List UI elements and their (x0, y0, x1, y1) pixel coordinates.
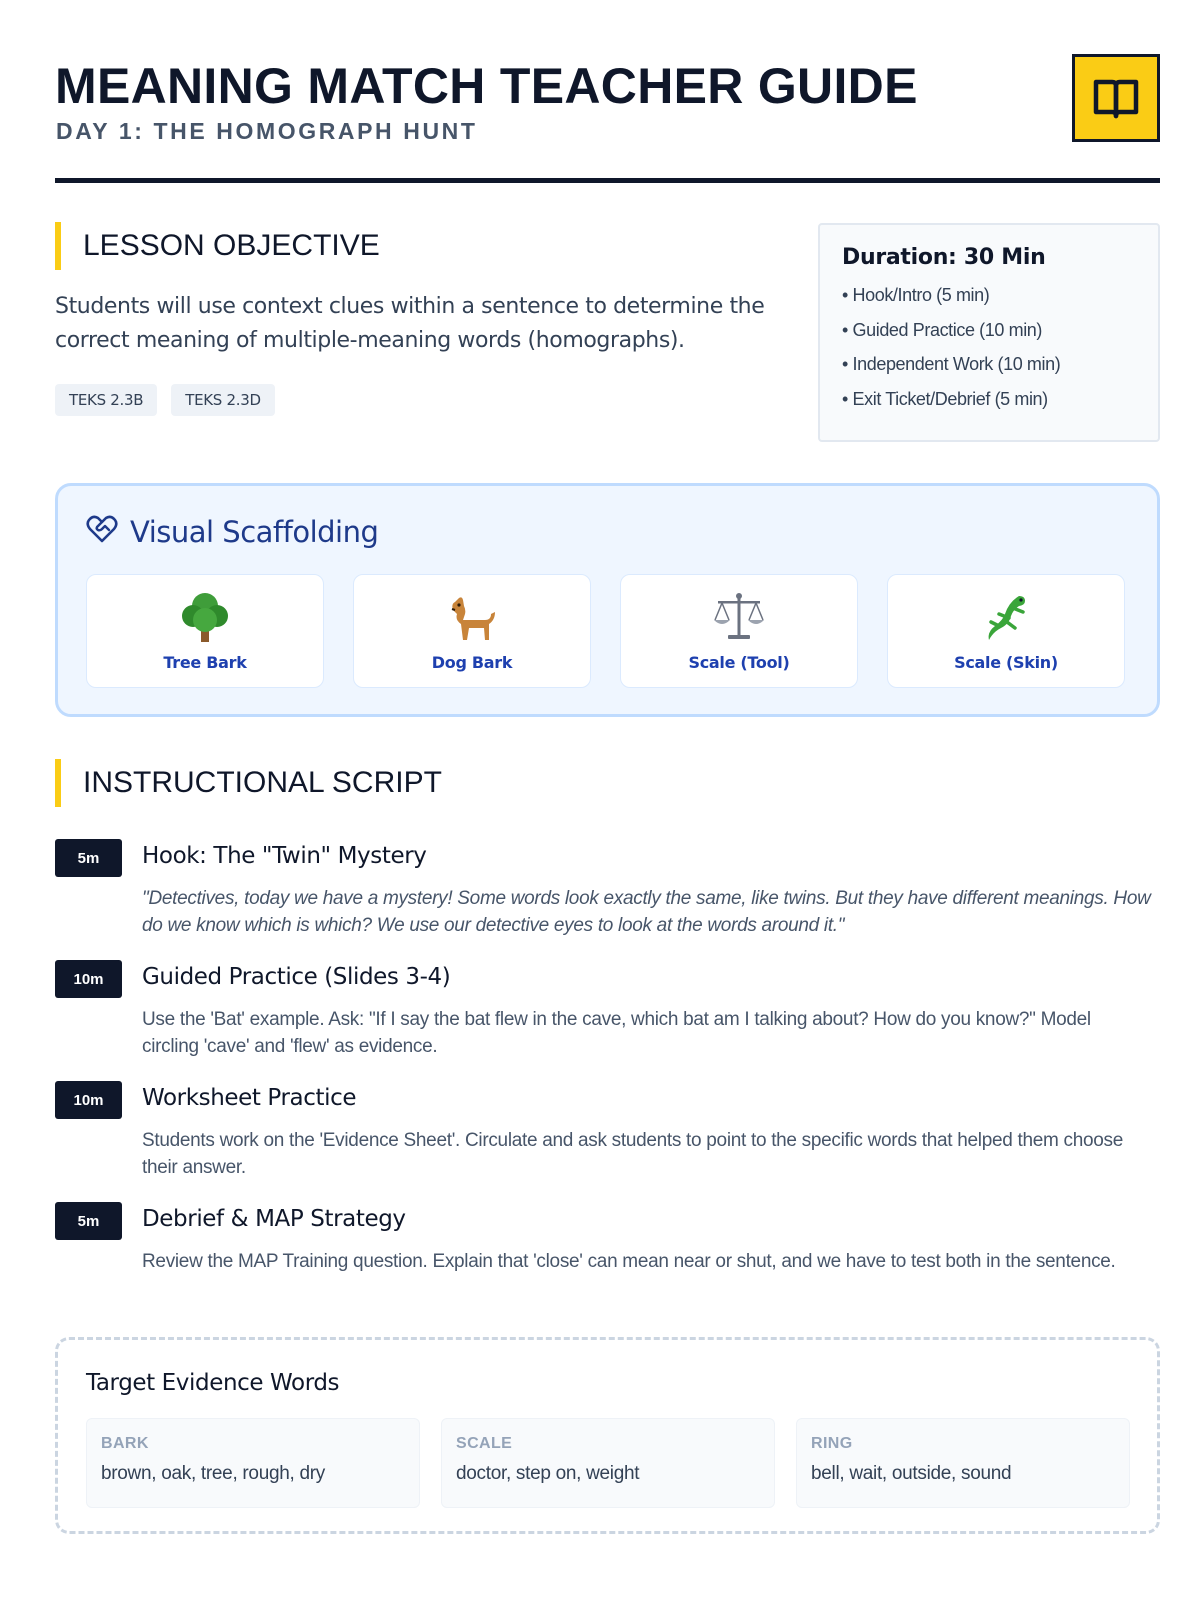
evidence-words: doctor, step on, weight (456, 1463, 640, 1484)
target-evidence-box (55, 1337, 1160, 1534)
time-badge: 10m (55, 1081, 122, 1119)
balance-scale-icon (711, 589, 767, 645)
evidence-label: BARK (101, 1435, 149, 1452)
duration-item: • Independent Work (10 min) (842, 347, 1136, 382)
standard-tag: TEKS 2.3B (55, 384, 157, 416)
lizard-icon (978, 589, 1034, 645)
duration-item: • Exit Ticket/Debrief (5 min) (842, 382, 1136, 417)
evidence-words: brown, oak, tree, rough, dry (101, 1463, 325, 1484)
scaffold-card-scale-skin (887, 574, 1125, 688)
tree-icon (177, 589, 233, 645)
step-body: Use the 'Bat' example. Ask: "If I say the bat flew in the cave, which bat am I talking about? How do you know?" Model circling 'cave' and 'flew' as evidence. (142, 1009, 1091, 1057)
evidence-column-bark (86, 1418, 420, 1508)
evidence-words: bell, wait, outside, sound (811, 1463, 1012, 1484)
step-body: Review the MAP Training question. Explain that 'close' can mean near or shut, and we have to test both in the sentence. (142, 1251, 1116, 1272)
scaffold-card-dog-bark (353, 574, 591, 688)
duration-item: • Guided Practice (10 min) (842, 313, 1136, 348)
scaffold-card-tree-bark (86, 574, 324, 688)
open-book-icon (1072, 54, 1160, 142)
scaffold-card-scale-tool (620, 574, 858, 688)
scaffolding-header (86, 514, 378, 549)
heart-handshake-icon (86, 514, 118, 549)
standards-tags (55, 384, 275, 416)
instructional-script-heading: INSTRUCTIONAL SCRIPT (55, 759, 442, 807)
evidence-label: RING (811, 1435, 853, 1452)
evidence-column-ring (796, 1418, 1130, 1508)
scaffold-card-label: Tree Bark (163, 653, 247, 672)
scaffolding-cards (86, 574, 1125, 688)
duration-title: Duration: 30 Min (842, 245, 1046, 270)
step-title: Guided Practice (Slides 3-4) (142, 964, 451, 990)
time-badge: 5m (55, 1202, 122, 1240)
scaffolding-title: Visual Scaffolding (130, 514, 379, 549)
standard-tag: TEKS 2.3D (171, 384, 274, 416)
duration-list (842, 278, 1136, 416)
duration-item: • Hook/Intro (5 min) (842, 278, 1136, 313)
dog-icon (444, 589, 500, 645)
page-title: MEANING MATCH TEACHER GUIDE (55, 58, 918, 114)
step-title: Debrief & MAP Strategy (142, 1206, 406, 1232)
scaffold-card-label: Dog Bark (431, 653, 513, 672)
step-body: "Detectives, today we have a mystery! Some words look exactly the same, like twins. But they have different meanings. How do we know which is which? We use our detective eyes to look at the words around it." (142, 888, 1151, 936)
time-badge: 5m (55, 839, 122, 877)
evidence-title: Target Evidence Words (86, 1370, 340, 1396)
step-body: Students work on the 'Evidence Sheet'. Circulate and ask students to point to the specific words that helped them choose their answer. (142, 1130, 1123, 1178)
page-subtitle: DAY 1: THE HOMOGRAPH HUNT (56, 118, 478, 144)
step-title: Worksheet Practice (142, 1085, 357, 1111)
visual-scaffolding-panel (55, 483, 1160, 717)
duration-box (818, 223, 1160, 442)
evidence-label: SCALE (456, 1435, 513, 1452)
step-title: Hook: The "Twin" Mystery (142, 843, 427, 869)
scaffold-card-label: Scale (Skin) (954, 653, 1058, 672)
scaffold-card-label: Scale (Tool) (688, 653, 790, 672)
evidence-column-scale (441, 1418, 775, 1508)
lesson-objective-heading: LESSON OBJECTIVE (55, 222, 380, 270)
objective-text: Students will use context clues within a sentence to determine the correct meaning of multiple-meaning words (homographs). (55, 294, 765, 353)
header (55, 58, 1160, 183)
time-badge: 10m (55, 960, 122, 998)
evidence-columns (86, 1418, 1130, 1508)
